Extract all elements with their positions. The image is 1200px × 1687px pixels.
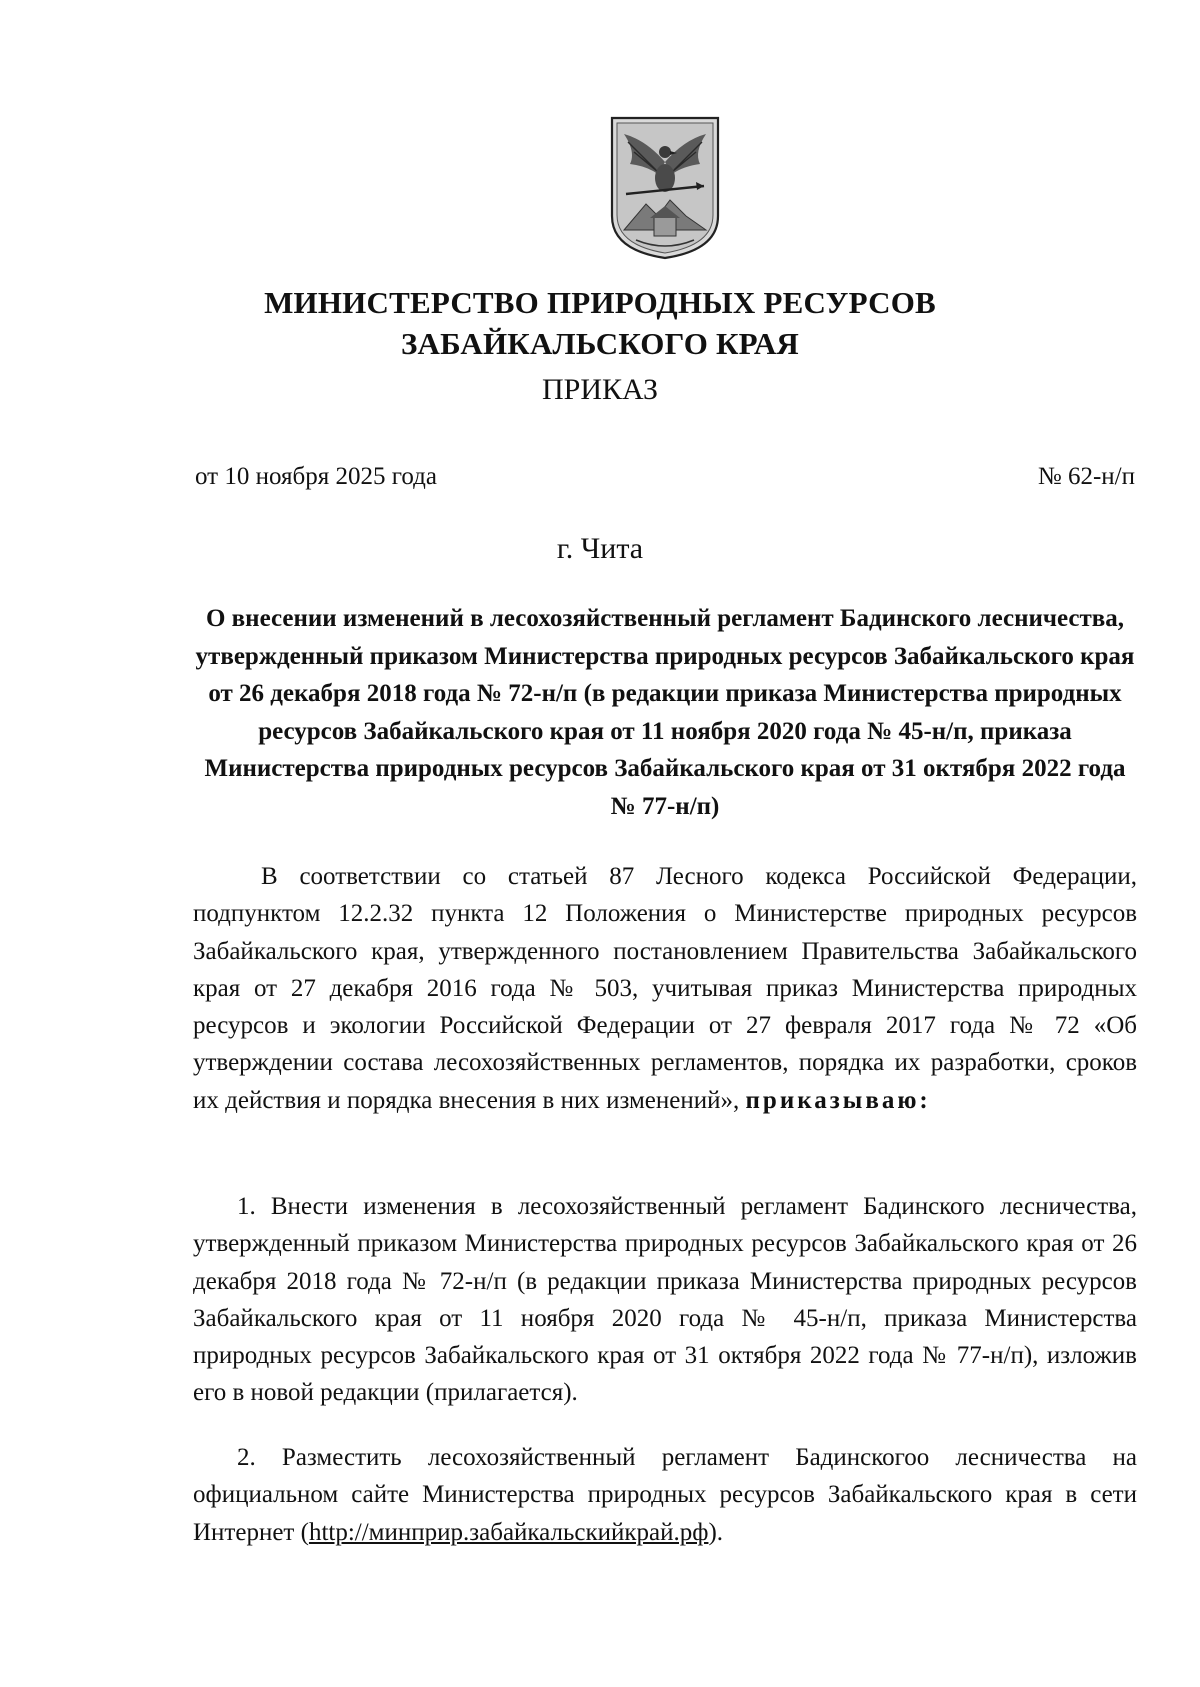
list-item-2	[193, 1439, 1137, 1551]
document-type: ПРИКАЗ	[542, 373, 658, 406]
list-item-1: 1. Внести изменения в лесохозяйственный регламент Бадинского лесничества, утвержденный приказом Министерства природных ресурсов Забайкальского края от 26 декабря 2018 года № 72-н/п (в редакции приказа Министерства природных ресурсов Забайкальского края от 11 ноября 2020 года № 45-н/п, приказа Министерства природных ресурсов Забайкальского края от 31 октября 2022 года № 77-н/п), изложив его в новой редакции (прилагается).	[193, 1193, 1137, 1407]
ministry-title-line2: ЗАБАЙКАЛЬСКОГО КРАЯ	[400, 326, 800, 361]
list-item-2-text: 2. Разместить лесохозяйственный регламент Бадинскогоо лесничества на официальном сайте Министерства природных ресурсов Забайкальского края в сети Интернет (	[193, 1444, 1137, 1546]
list-item-2-end: ).	[708, 1518, 724, 1546]
preamble-paragraph	[193, 858, 1137, 1119]
ministry-website-link[interactable]: http://минприр.забайкальскийкрай.рф	[308, 1518, 709, 1546]
document-date: от 10 ноября 2025 года	[195, 463, 437, 490]
document-city: г. Чита	[556, 532, 644, 565]
coat-of-arms-icon	[606, 112, 724, 262]
order-word: приказываю:	[745, 1086, 931, 1114]
document-number: № 62-н/п	[1037, 463, 1135, 490]
preamble-text: В соответствии со статьей 87 Лесного кодекса Российской Федерации, подпунктом 12.2.32 пункта 12 Положения о Министерстве природных ресурсов Забайкальского края, утвержденного постановлением Правительства Забайкальского края от 27 декабря 2016 года № 503, учитывая приказ Министерства природных ресурсов и экологии Российской Федерации от 27 февраля 2017 года № 72 «Об утверждении состава лесохозяйственных регламентов, порядка их разработки, сроков их действия и порядка внесения в них изменений»,	[193, 863, 1137, 1114]
ministry-title-line1: МИНИСТЕРСТВО ПРИРОДНЫХ РЕСУРСОВ	[264, 285, 936, 320]
document-subject: О внесении изменений в лесохозяйственный регламент Бадинского лесничества, утвержденный приказом Министерства природных ресурсов Забайкальского края от 26 декабря 2018 года № 72-н/п (в редакции приказа Министерства природных ресурсов Забайкальского края от 11 ноября 2020 года № 45-н/п, приказа Министерства природных ресурсов Забайкальского края от 31 октября 2022 года № 77-н/п)	[195, 605, 1135, 820]
